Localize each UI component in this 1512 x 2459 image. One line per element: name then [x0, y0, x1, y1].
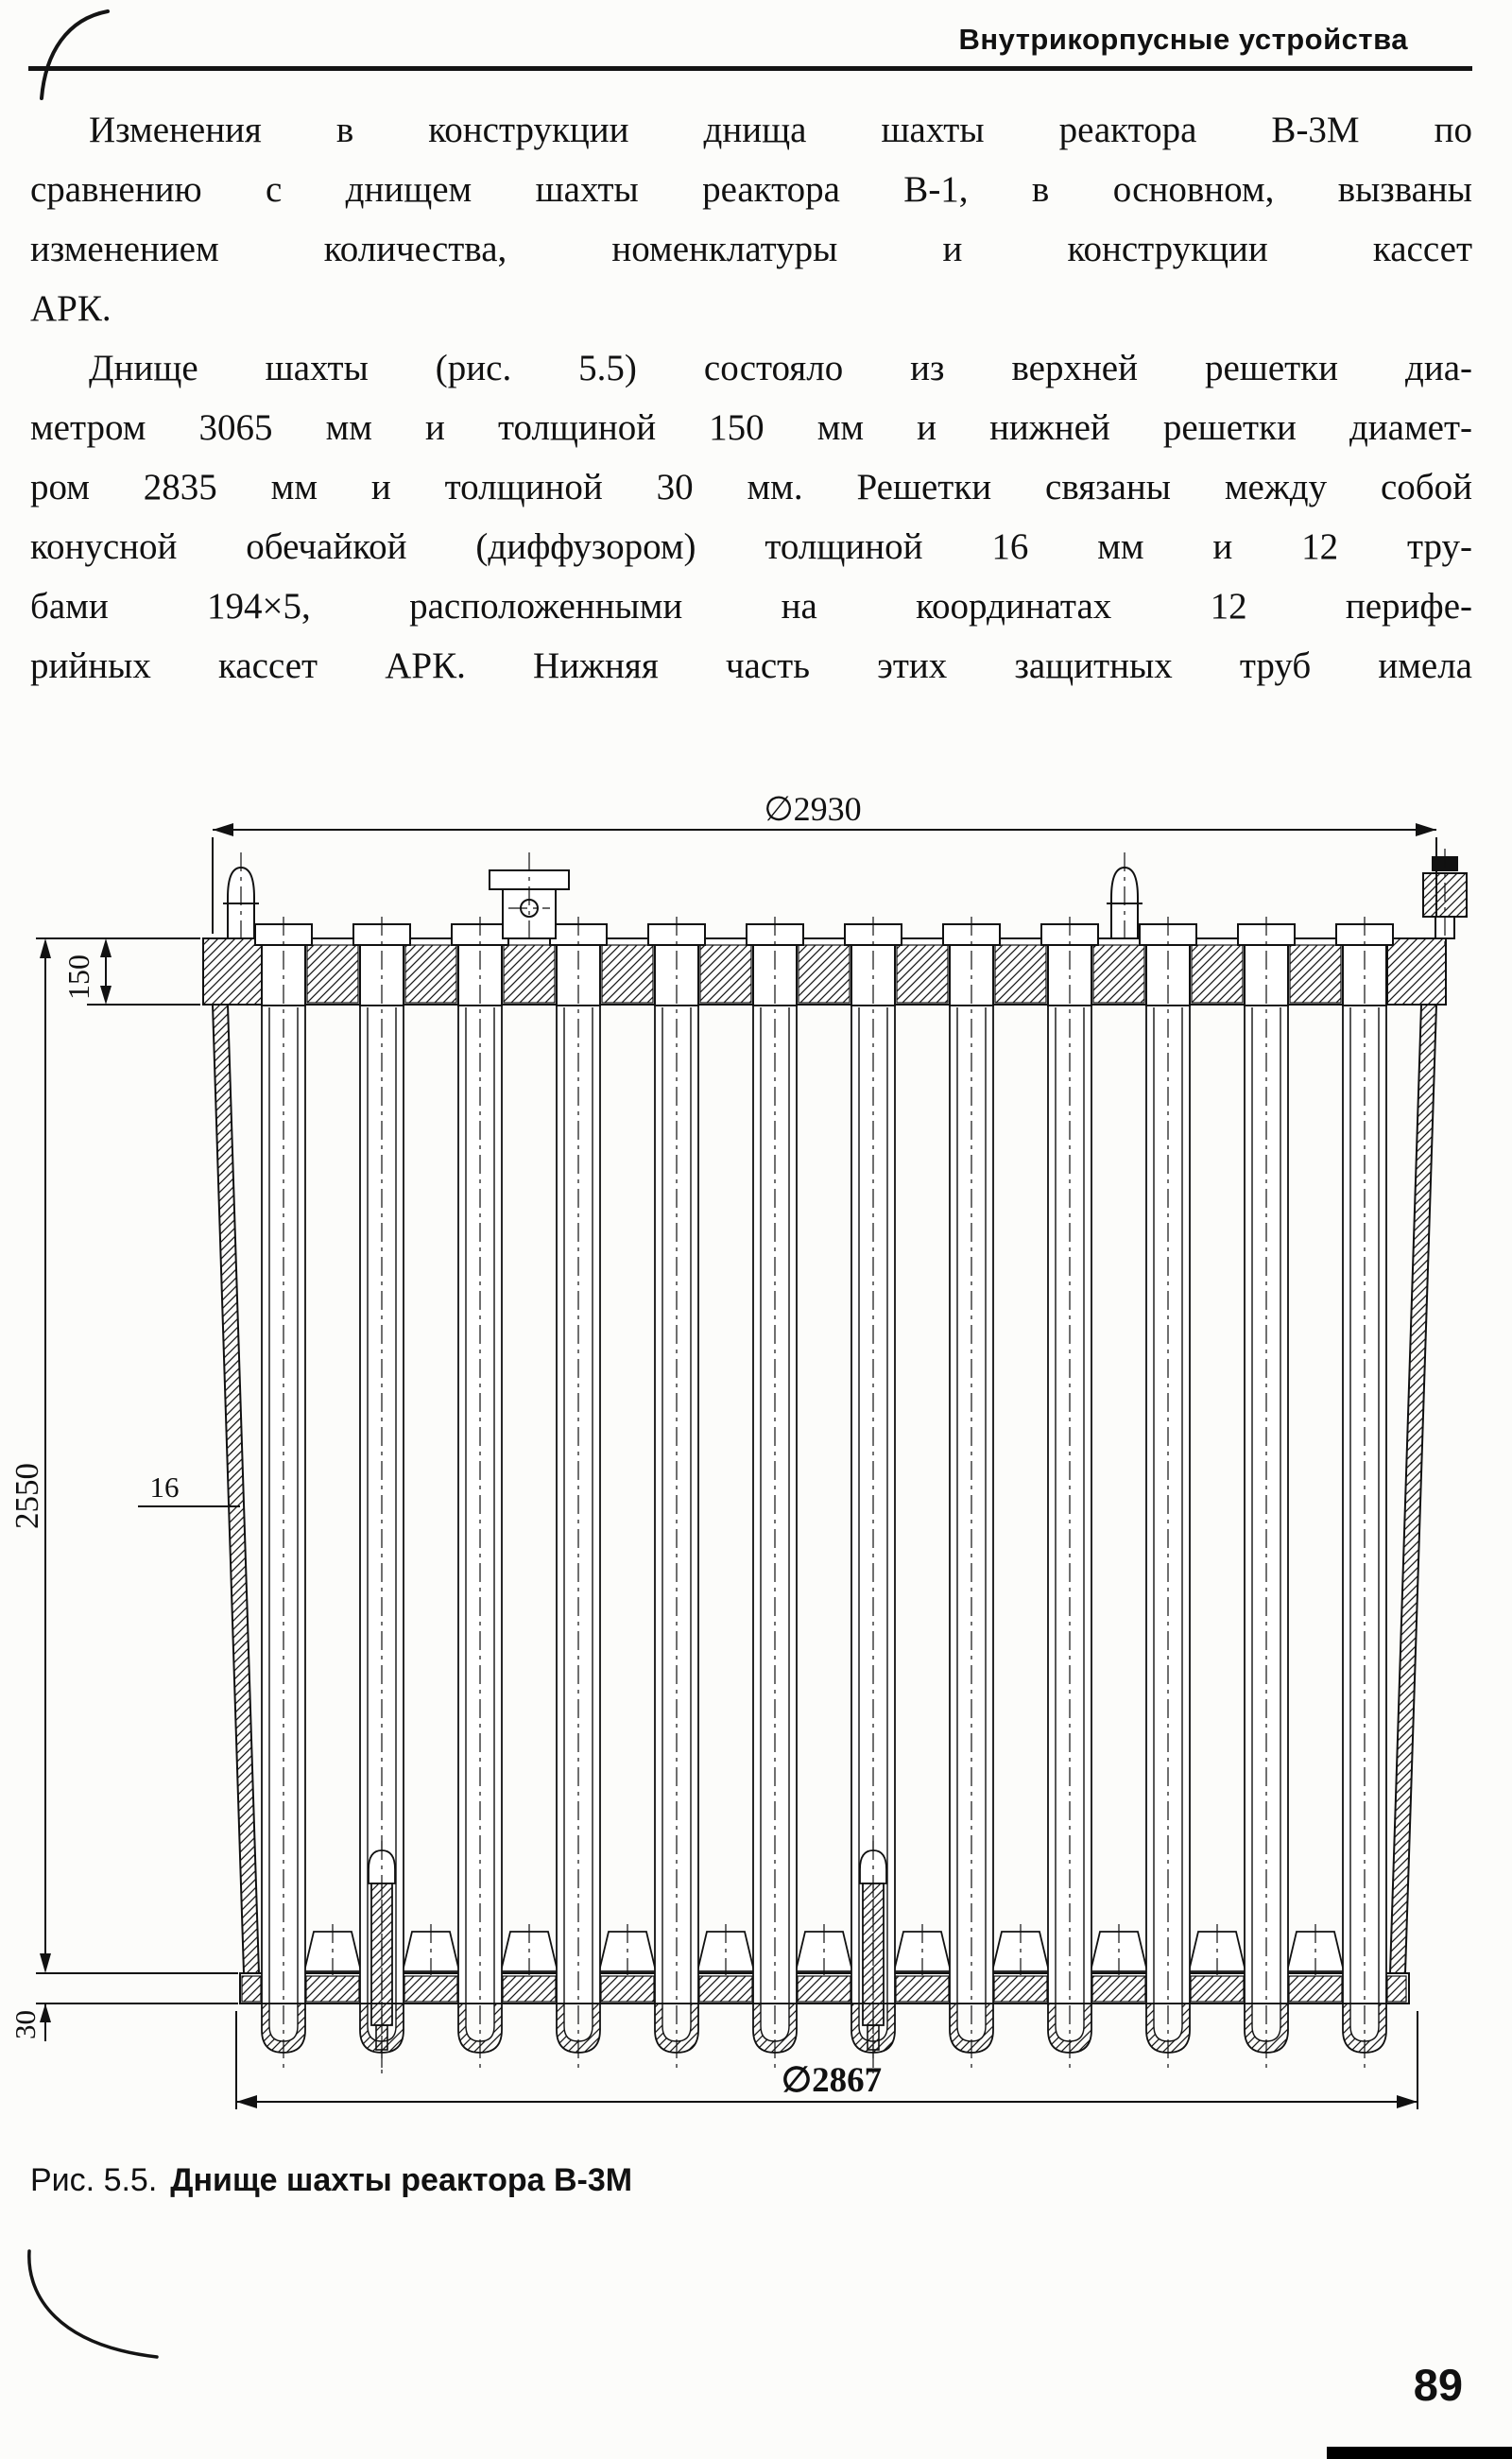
running-title: Внутрикорпусные устройства [958, 23, 1408, 56]
lower-grid-web [306, 1976, 359, 2002]
upper-grid-web [799, 945, 850, 1003]
dim-left-column [9, 938, 238, 2041]
figure-drawing [0, 782, 1512, 2162]
upper-grid-end-block [203, 938, 262, 1005]
protective-tube [648, 917, 705, 2070]
upper-grid-web [1192, 945, 1243, 1003]
upper-grid-web [995, 945, 1046, 1003]
header-rule [28, 66, 1472, 71]
protective-tube [550, 917, 607, 2070]
tube-layer [255, 917, 1393, 2079]
text-line: Изменения в конструкции днища шахты реактора В-3М по [89, 110, 1472, 150]
flourish-line [42, 11, 108, 98]
lower-grid-hatch-layer [242, 1976, 1406, 2002]
lower-grid-web [503, 1976, 556, 2002]
corner-flourish-bottom [15, 2238, 185, 2375]
dim-lower-grid-label: 30 [9, 2010, 42, 2039]
lower-grid-web [699, 1976, 752, 2002]
protective-tube [1140, 917, 1196, 2070]
protective-tube [943, 917, 1000, 2070]
corner-flourish-top [15, 4, 138, 103]
upper-grid-web [405, 945, 456, 1003]
flourish-line [29, 2251, 157, 2357]
dim-wall-label: 16 [149, 1470, 180, 1504]
figure-caption [30, 2162, 632, 2199]
dim-bottom-diameter [236, 2011, 1418, 2109]
protective-tube [1336, 917, 1393, 2070]
dim-top-diameter-label: ∅2930 [764, 790, 862, 828]
figure-caption-title: Днище шахты реактора В-3М [170, 2162, 633, 2198]
corner-bar [1327, 2447, 1512, 2459]
arrowhead [100, 986, 112, 1005]
protective-tube [747, 917, 803, 2070]
arrowhead [1416, 823, 1436, 836]
arrowhead [40, 1953, 51, 1973]
lower-grid-web [1387, 1976, 1406, 2002]
shell-wall-left [213, 1005, 259, 1973]
shell-wall-right [1390, 1005, 1436, 1973]
lower-grid-web [798, 1976, 850, 2002]
eye-bolt-left [223, 852, 259, 945]
protective-tube [255, 917, 312, 2070]
arrowhead [40, 938, 51, 958]
dim-top-diameter [213, 790, 1436, 934]
eye-bolt-right [1107, 852, 1143, 945]
corner-pin [1423, 849, 1467, 945]
paragraph-2 [30, 338, 1472, 696]
figure-caption-prefix: Рис. 5.5. [30, 2162, 158, 2198]
lower-grid-web [601, 1976, 654, 2002]
lower-grid-web [1289, 1976, 1342, 2002]
dim-upper-grid-label: 150 [61, 954, 95, 1000]
text-line: рийных кассет АРК. Нижняя часть этих защитных труб имела [30, 645, 1472, 686]
lower-grid-web [242, 1976, 261, 2002]
arrowhead [1397, 2095, 1418, 2108]
text-line: бами 194×5, расположенными на координатах 12 перифе- [30, 586, 1472, 627]
text-line: Днище шахты (рис. 5.5) состояло из верхней решетки диа- [89, 348, 1472, 388]
upper-grid-web [700, 945, 751, 1003]
page-number: 89 [1413, 2360, 1463, 2410]
arrowhead [213, 823, 233, 836]
dim-bottom-diameter-label: ∅2867 [781, 2061, 883, 2100]
lower-grid-web [404, 1976, 457, 2002]
dim-height-label: 2550 [9, 1463, 45, 1529]
upper-grid-web [602, 945, 653, 1003]
protective-tube [1041, 917, 1098, 2070]
lower-grid-web [994, 1976, 1047, 2002]
text-line: сравнению с днищем шахты реактора В-1, в основном, вызваны [30, 169, 1472, 210]
lower-grid-web [1092, 1976, 1145, 2002]
arrowhead [100, 938, 112, 957]
lower-grid-web [896, 1976, 949, 2002]
protective-tube [452, 917, 508, 2070]
upper-grid-web [1290, 945, 1341, 1003]
text-line: ром 2835 мм и толщиной 30 мм. Решетки связаны между собой [30, 467, 1472, 507]
upper-grid-web [897, 945, 948, 1003]
text-line: изменением количества, номенклатуры и конструкции кассет [30, 229, 1472, 269]
text-line: АРК. [30, 288, 112, 329]
text-line: метром 3065 мм и толщиной 150 мм и нижней решетки диамет- [30, 407, 1472, 448]
upper-grid-web [1093, 945, 1144, 1003]
lower-grid-web [1191, 1976, 1244, 2002]
upper-grid-end-block [1387, 938, 1446, 1005]
dim-wall-thickness [138, 1470, 240, 1506]
body-text [30, 100, 1472, 696]
upper-grid-web [307, 945, 358, 1003]
protective-tube [1238, 917, 1295, 2070]
arrowhead [236, 2095, 257, 2108]
upper-grid-web [504, 945, 555, 1003]
text-line: конусной обечайкой (диффузором) толщиной 16 мм и 12 тру- [30, 526, 1472, 567]
paragraph-1 [30, 100, 1472, 338]
